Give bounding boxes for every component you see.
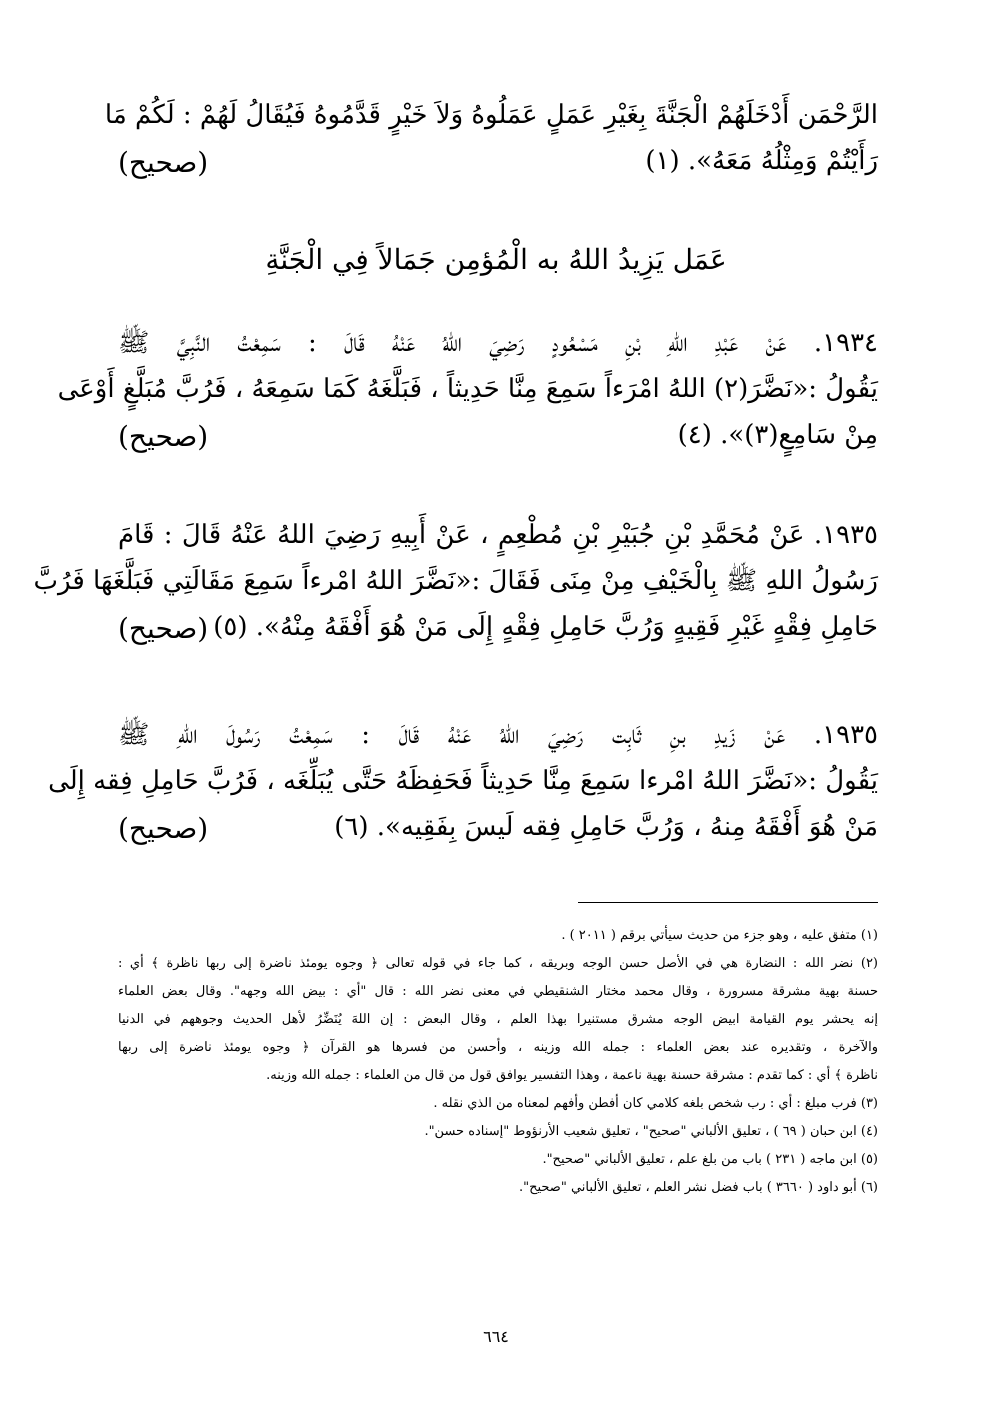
hadith-line — [118, 604, 878, 650]
footnote-2-line: والآخرة ، وتقديره عند بعض العلماء : جمله الله وزينه ، وأحسن من فسرها هو القرآن ﴿ وجوه يومئذ ناضرة إلى ربها — [118, 1040, 878, 1055]
footnote-2-line: ناظرة ﴾ أي : كما تقدم : مشرقة حسنة بهية ناعمة ، وهذا التفسير يوافق قول من قال من العلماء : جمله الله وزينه. — [266, 1068, 878, 1083]
footnote-2-line: (٢) نضر الله : النضارة هي في الأصل حسن الوجه وبريقه ، كما جاء في قوله تعالى ﴿ وجوه يومئذ ناضرة إلى ربها ناظرة ﴾ أي : — [118, 956, 878, 971]
hadith-line-text: حَامِلِ فِقْهٍ غَيْرِ فَقِيهٍ وَرُبَّ حَامِلِ فِقْهٍ إِلَى مَنْ هُوَ أَفْقَهُ مِنْهُ». (٥) — [213, 612, 878, 642]
intro-line-text: رَأَيْتُمْ وَمِثْلُهُ مَعَهُ». (١) — [645, 146, 878, 176]
footnote-1: (١) متفق عليه ، وهو جزء من حديث سيأتي برقم ( ٢٠١١ ) . — [561, 928, 878, 943]
intro-paragraph — [104, 92, 878, 184]
footnote-4: (٤) ابن حبان ( ٦٩ ) ، تعليق الألباني "صحيح" ، تعليق شعيب الأرنؤوط "إسناده حسن". — [424, 1124, 878, 1139]
hadith-line: يَقُولُ :«نَضَّرَ(٢) اللهُ امْرَءاً سَمِعَ مِنَّا حَدِيثاً ، فَبَلَّغَهُ كَمَا سَمِعَهُ ، فَرُبَّ مُبَلَّغٍ أَوْعَى — [57, 374, 878, 404]
hadith-paragraph — [33, 512, 878, 650]
footnote-2-line: إنه يحشر يوم القيامة ابيض الوجه مشرق مستنيرا بهذا العلم ، وقال البعض : إن اللهَ يُنَضِّرُ لأهل الحديث وجوههم في الدنيا — [118, 1012, 878, 1027]
footnotes — [118, 922, 878, 1202]
hadith-paragraph — [48, 712, 878, 850]
grade-label: (صحيح) — [118, 146, 209, 179]
footnote-5: (٥) ابن ماجه ( ٢٣١ ) باب من بلغ علم ، تعليق الألباني "صحيح". — [542, 1152, 878, 1167]
footnote-2-line: حسنة بهية مشرقة مسرورة ، وقال محمد مختار الشنقيطي في معنى نضر الله : قال "أي : بيض الله وجهه". وقال بعض العلماء — [118, 984, 878, 999]
footnote-6: (٦) أبو داود ( ٣٦٦٠ ) باب فضل نشر العلم ، تعليق الألباني "صحيح". — [518, 1180, 878, 1195]
hadith-line-text: مَنْ هُوَ أَفْقَهُ مِنهُ ، وَرُبَّ حَامِلِ فِقه لَيسَ بِفَقِيه». (٦) — [334, 812, 878, 842]
hadith-line: رَسُولُ اللهِ ﷺ بِالْخَيْفِ مِنْ مِنَى فَقَالَ :«نَضَّرَ اللهُ امْرءاً سَمِعَ مَقَالَتِي فَبَلَّغَهَا فَرُبَّ — [33, 566, 878, 596]
footnote-3: (٣) فرب مبلغ : أي : رب شخص بلغه كلامي كان أفطن وأفهم لمعناه من الذي نقله . — [433, 1096, 878, 1111]
hadith-paragraph — [57, 320, 878, 458]
intro-line — [118, 138, 878, 184]
hadith-line: يَقُولُ :«نَضَّرَ اللهُ امْرءا سَمِعَ مِنَّا حَدِيثاً فَحَفِظَهُ حَتَّى يُبَلِّغَه ، فَرُبَّ حَامِلِ فِقه إِلَى — [48, 766, 878, 796]
grade-label: (صحيح) — [118, 812, 209, 845]
hadith-line-text: مِنْ سَامِعٍ(٣)». (٤) — [677, 420, 878, 450]
page-number: ٦٦٤ — [483, 1327, 509, 1346]
hadith-line: ١٩٣٤. عَنْ عَبْدِ اللهِ بْنِ مَسْعُودٍ رَضِيَ اللهُ عَنْهُ قَالَ : سَمِعْتُ النَّبِيَّ ﷺ — [118, 328, 878, 358]
intro-line: الرَّحْمَن أَدْخَلَهُمْ الْجَنَّةَ بِغَيْرِ عَمَلٍ عَمَلُوهُ وَلاَ خَيْرٍ قَدَّمُوهُ فَيُقَالُ لَهُمْ : لَكُمْ مَا — [104, 100, 878, 130]
section-heading: عَمَل يَزِيدُ اللهُ به الْمُؤمِن جَمَالاً فِي الْجَنَّةِ — [265, 243, 727, 276]
footnote-divider — [578, 902, 878, 903]
hadith-line — [118, 412, 878, 458]
grade-label: (صحيح) — [118, 612, 209, 645]
grade-label: (صحيح) — [118, 420, 209, 453]
hadith-line: ١٩٣٥. عَنْ زَيدِ بنِ ثَابِت رَضِيَ اللهُ عَنْهُ قَالَ : سَمِعْتُ رَسُولَ اللهِ ﷺ — [118, 720, 878, 750]
hadith-line: ١٩٣٥. عَنْ مُحَمَّدِ بْنِ جُبَيْرِ بْنِ مُطْعِمٍ ، عَنْ أَبِيهِ رَضِيَ اللهُ عَنْهُ قَالَ : قَامَ — [118, 520, 878, 550]
hadith-line — [118, 804, 878, 850]
